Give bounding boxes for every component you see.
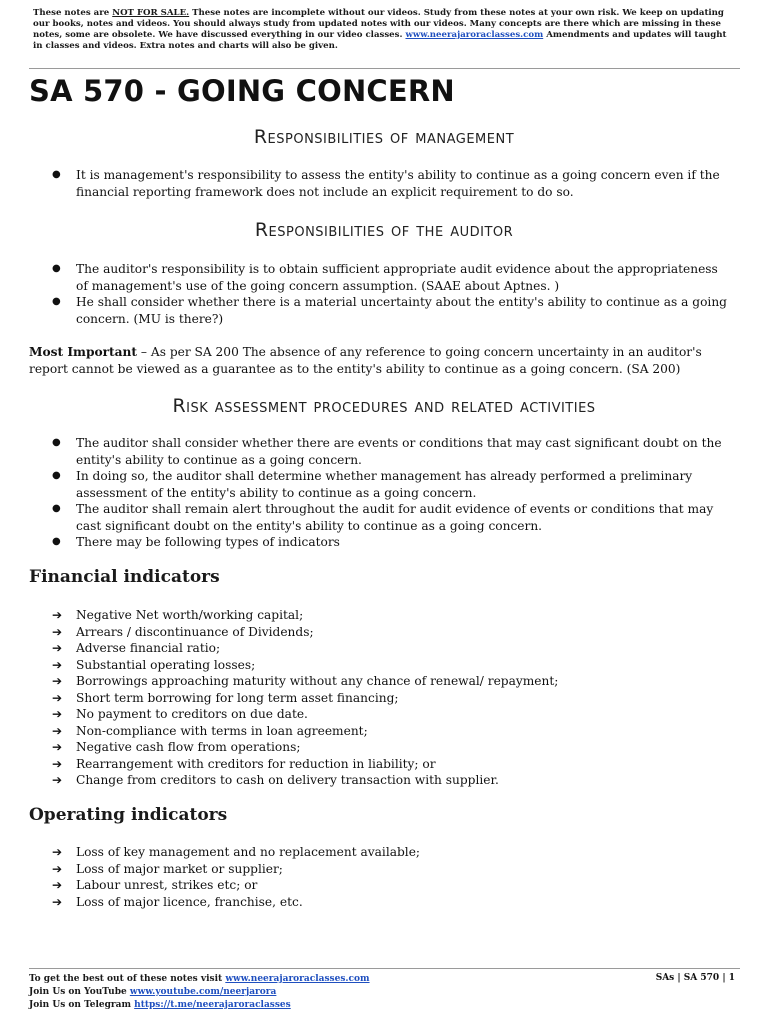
disclaimer-prefix: These notes are	[33, 8, 113, 18]
footer-youtube-link[interactable]: www.youtube.com/neerjarora	[129, 987, 277, 997]
list-item: ➔ Negative cash flow from operations;	[52, 740, 301, 754]
list-item: ● The auditor shall remain alert throughout the audit for audit evidence of events or conditions that may cast significant doubt on the entity's ability to continue as a going concern.	[52, 502, 714, 533]
arrow-icon: ➔	[52, 845, 63, 859]
list-item: ➔ Loss of major market or supplier;	[52, 861, 283, 876]
most-important-label: Most Important	[29, 345, 138, 359]
bullet-icon: ●	[52, 437, 61, 448]
arrow-icon: ➔	[52, 894, 63, 909]
header-divider	[29, 68, 740, 69]
list-item: ➔ Change from creditors to cash on delivery transaction with supplier.	[52, 773, 499, 787]
bullet-icon: ●	[52, 470, 61, 481]
footer-divider	[29, 968, 740, 969]
disclaimer-website-link[interactable]: www.neerajaroraclasses.com	[405, 30, 544, 40]
arrow-icon: ➔	[52, 641, 63, 655]
arrow-icon: ➔	[52, 624, 63, 639]
arrow-icon: ➔	[52, 608, 63, 622]
arrow-icon: ➔	[52, 657, 63, 672]
disclaimer	[33, 8, 738, 52]
bullet-icon: ●	[52, 536, 61, 547]
list-item: ➔ Substantial operating losses;	[52, 657, 256, 672]
heading-financial-indicators: Financial indicators	[29, 567, 220, 587]
footer-website-line: To get the best out of these notes visit www.neerajaroraclasses.com	[29, 974, 370, 984]
list-item: ➔ No payment to creditors on due date.	[52, 707, 308, 721]
list-item: ● In doing so, the auditor shall determine whether management has already performed a preliminary assessment of the entity's ability to continue as a going concern.	[52, 469, 693, 500]
list-item: ➔ Non-compliance with terms in loan agreement;	[52, 723, 368, 738]
list-item: ➔ Negative Net worth/working capital;	[52, 608, 304, 622]
page-reference: SAs | SA 570 | 1	[655, 973, 735, 983]
arrow-icon: ➔	[52, 878, 63, 892]
footer-youtube-line: Join Us on YouTube www.youtube.com/neerjarora	[29, 987, 277, 997]
bullet-icon: ●	[52, 263, 61, 274]
arrow-icon: ➔	[52, 707, 63, 721]
arrow-icon: ➔	[52, 674, 63, 688]
heading-operating-indicators: Operating indicators	[29, 805, 228, 825]
page-title: SA 570 - GOING CONCERN	[29, 74, 455, 108]
disclaimer-suffix: Amendments and updates will taught in classes and videos. Extra notes and charts will also be given.	[33, 30, 727, 51]
not-for-sale-notice: NOT FOR SALE.	[112, 8, 190, 18]
arrow-icon: ➔	[52, 690, 63, 705]
arrow-icon: ➔	[52, 756, 63, 771]
list-item: ➔ Short term borrowing for long term asset financing;	[52, 690, 399, 705]
list-item: ➔ Borrowings approaching maturity without any chance of renewal/ repayment;	[52, 674, 559, 688]
list-item: ● He shall consider whether there is a material uncertainty about the entity's ability to continue as a going concern. (MU is there?)	[52, 295, 727, 326]
most-important-text: – As per SA 200 The absence of any reference to going concern uncertainty in an auditor's report cannot be viewed as a guarantee as to the entity's ability to continue as a going concern. (SA 200)	[29, 345, 702, 376]
list-item: ➔ Loss of major licence, franchise, etc.	[52, 894, 303, 909]
footer-telegram-link[interactable]: https://t.me/neerajaroraclasses	[134, 1000, 291, 1010]
bullet-icon: ●	[52, 296, 61, 307]
disclaimer-body: These notes are incomplete without our videos. Study from these notes at your own risk. We keep on updating our books, notes and videos. You should always study from updated notes with our videos. Many concepts are there which are missing in these notes, some are obsolete. We have discussed everything in our video classes.	[33, 8, 724, 40]
list-item: ● There may be following types of indicators	[52, 535, 340, 549]
bullet-icon: ●	[52, 169, 61, 180]
arrow-icon: ➔	[52, 740, 63, 754]
financial-indicators-list	[52, 607, 732, 789]
footer-telegram-line: Join Us on Telegram https://t.me/neerajaroraclasses	[29, 1000, 291, 1010]
list-item: ➔ Labour unrest, strikes etc; or	[52, 878, 258, 892]
list-item: ● The auditor shall consider whether there are events or conditions that may cast significant doubt on the entity's ability to continue as a going concern.	[52, 436, 722, 467]
list-item: ➔ Loss of key management and no replacement available;	[52, 845, 421, 859]
footer-website-link[interactable]: www.neerajaroraclasses.com	[225, 974, 370, 984]
list-item: ● The auditor's responsibility is to obtain sufficient appropriate audit evidence about the appropriateness of management's use of the going concern assumption. (SAAE about Aptnes. )	[52, 262, 718, 293]
arrow-icon: ➔	[52, 723, 63, 738]
arrow-icon: ➔	[52, 773, 63, 787]
operating-indicators-list	[52, 844, 732, 910]
most-important-note	[29, 344, 734, 377]
auditor-bullet-list	[50, 261, 730, 327]
heading-auditor-responsibilities: Responsibilities of the auditor	[254, 219, 514, 241]
list-item: ➔ Rearrangement with creditors for reduction in liability; or	[52, 756, 436, 771]
footer	[29, 973, 370, 1012]
risk-bullet-list	[50, 435, 730, 551]
heading-management-responsibilities: Responsibilities of management	[253, 126, 515, 148]
arrow-icon: ➔	[52, 861, 63, 876]
heading-risk-assessment: Risk assessment procedures and related activities	[172, 395, 596, 417]
list-item: ➔ Arrears / discontinuance of Dividends;	[52, 624, 314, 639]
list-item: ➔ Adverse financial ratio;	[52, 641, 221, 655]
bullet-icon: ●	[52, 503, 61, 514]
list-item: ● It is management's responsibility to assess the entity's ability to continue as a going concern even if the financial reporting framework does not include an explicit requirement to do so.	[52, 168, 720, 199]
management-bullet-list	[50, 167, 730, 200]
